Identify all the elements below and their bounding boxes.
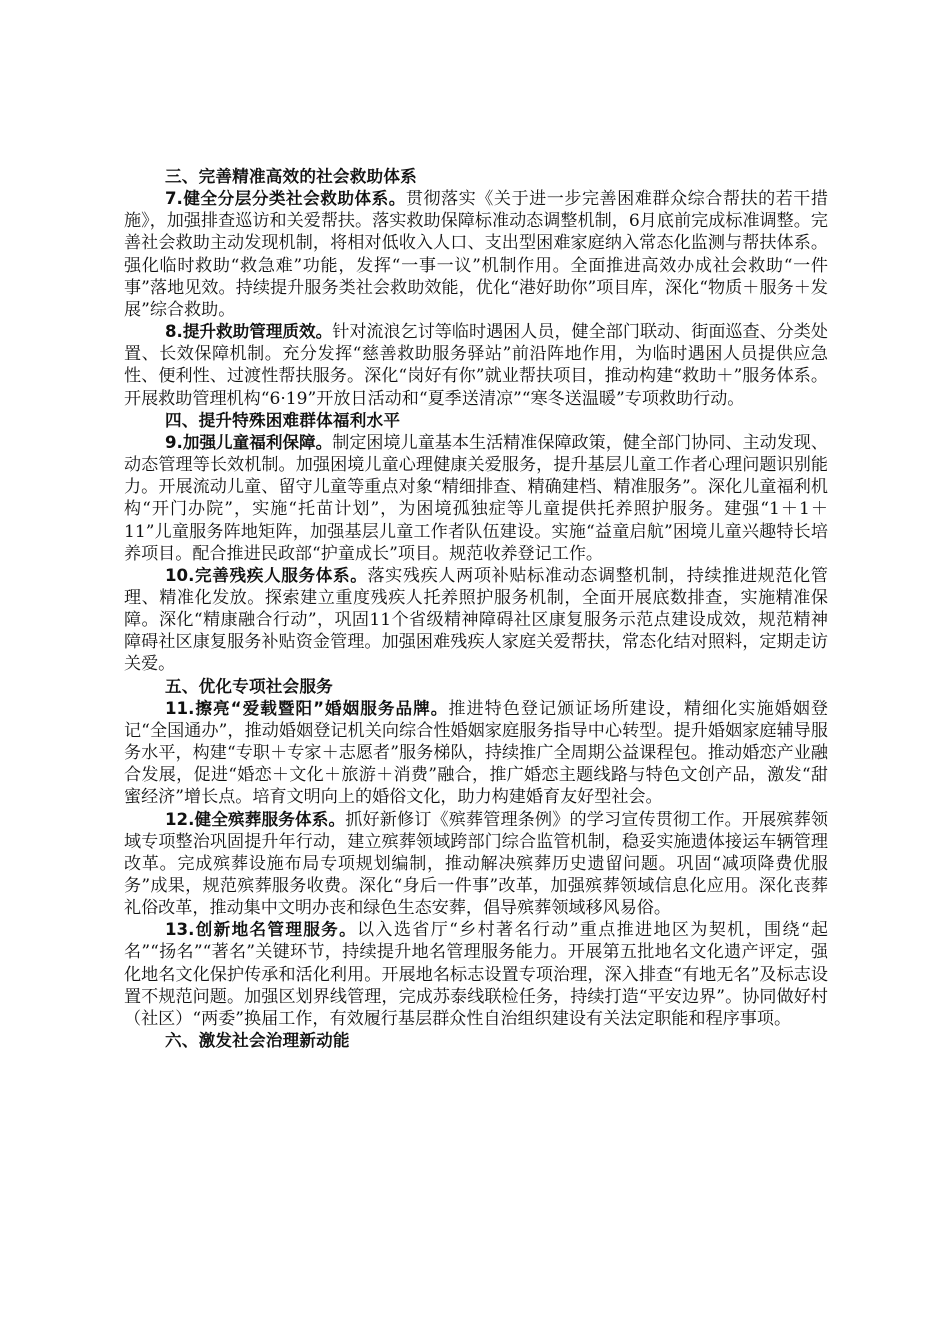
section-heading: 三、完善精准高效的社会救助体系 <box>165 167 417 186</box>
paragraph-item-12 <box>124 809 828 920</box>
item-lead: 7.健全分层分类社会救助体系。 <box>165 189 406 209</box>
paragraph-item-11 <box>124 698 828 809</box>
item-text: 以入选省厅“乡村著名行动”重点推进地区为契机，围绕“起名”“扬名”“著名”关键环节，持续提升地名管理服务能力。开展第五批地名文化遗产评定，强化地名文化保护传承和活化利用。开展地名标志设置专项治理，深入排查“有地无名”及标志设置不规范问题。加强区划界线管理，完成苏泰线联检任务，持续打造“平安边界”。协同做好村（社区）“两委”换届工作，有效履行基层群众性自治组织建设有关法定职能和程序事项。 <box>124 920 828 1029</box>
item-lead: 9.加强儿童福利保障。 <box>165 432 333 452</box>
item-text: 落实残疾人两项补贴标准动态调整机制，持续推进规范化管理、精准化发放。探索建立重度残疾人托养照护服务机制，全面开展底数排查，实施精准保障。深化“精康融合行动”，巩固11个省级精神障碍社区康复服务示范点建设成效，规范精神障碍社区康复服务补贴资金管理。加强困难残疾人家庭关爱帮扶，常态化结对照料，定期走访关爱。 <box>124 565 828 675</box>
item-lead: 11.擦亮“爱载暨阳”婚姻服务品牌。 <box>165 698 449 718</box>
item-lead: 13.创新地名管理服务。 <box>165 920 358 940</box>
item-text: 贯彻落实《关于进一步完善困难群众综合帮扶的若干措施》，加强排查巡访和关爱帮扶。落实救助保障标准动态调整机制，6月底前完成标准调整。完善社会救助主动发现机制，将相对低收入人口、支出型困难家庭纳入常态化监测与帮扶体系。强化临时救助“救急难”功能，发挥“一事一议”机制作用。全面推进高效办成社会救助“一件事”落地见效。持续提升服务类社会救助效能，优化“港好助你”项目库，深化“物质＋服务＋发展”综合救助。 <box>124 189 828 320</box>
section-heading: 五、优化专项社会服务 <box>165 676 333 696</box>
item-lead: 8.提升救助管理质效。 <box>165 322 333 342</box>
item-text: 针对流浪乞讨等临时遇困人员，健全部门联动、街面巡查、分类处置、长效保障机制。充分发挥“慈善救助服务驿站”前沿阵地作用，为临时遇困人员提供应急性、便利性、过渡性帮扶服务。深化“岗好有你”就业帮扶项目，推动构建“救助＋”服务体系。开展救助管理机构“6·19”开放日活动和“夏季送清凉”“寒冬送温暖”专项救助行动。 <box>124 322 828 409</box>
paragraph-item-10 <box>124 565 828 676</box>
paragraph-item-9 <box>124 432 828 565</box>
item-lead: 12.健全殡葬服务体系。 <box>165 809 346 829</box>
item-lead: 10.完善残疾人服务体系。 <box>165 565 368 585</box>
document-body <box>124 166 828 1052</box>
paragraph-item-13 <box>124 919 828 1030</box>
paragraph-item-8 <box>124 321 828 410</box>
section-heading: 六、激发社会治理新动能 <box>165 1031 350 1051</box>
item-text: 推进特色登记颁证场所建设，精细化实施婚姻登记“全国通办”，推动婚姻登记机关向综合性婚姻家庭服务指导中心转型。提升婚姻家庭辅导服务水平，构建“专职＋专家＋志愿者”服务梯队，持续推广全周期公益课程包。推动婚恋产业融合发展，促进“婚恋＋文化＋旅游＋消费”融合，推广婚恋主题线路与特色文创产品，激发“甜蜜经济”增长点。培育文明向上的婚俗文化，助力构建婚育友好型社会。 <box>124 698 828 808</box>
item-text: 抓好新修订《殡葬管理条例》的学习宣传贯彻工作。开展殡葬领域专项整治巩固提升年行动，建立殡葬领域跨部门综合监管机制，稳妥实施遗体接运车辆管理改革。完成殡葬设施布局专项规划编制，推动解决殡葬历史遗留问题。巩固“减项降费优服务”成果，规范殡葬服务收费。深化“身后一件事”改革，加强殡葬领域信息化应用。深化丧葬礼俗改革，推动集中文明办丧和绿色生态安葬，倡导殡葬领域移风易俗。 <box>124 809 828 919</box>
item-text: 制定困境儿童基本生活精准保障政策，健全部门协同、主动发现、动态管理等长效机制。加强困境儿童心理健康关爱服务，提升基层儿童工作者心理问题识别能力。开展流动儿童、留守儿童等重点对象“精细排查、精确建档、精准服务”。深化儿童福利机构“开门办院”，实施“托苗计划”，为困境孤独症等儿童提供托养照护服务。建强“1＋1＋11”儿童服务阵地矩阵，加强基层儿童工作者队伍建设。实施“益童启航”困境儿童兴趣特长培养项目。配合推进民政部“护童成长”项目。规范收养登记工作。 <box>124 432 828 564</box>
paragraph-item-7 <box>124 188 828 321</box>
section-heading: 四、提升特殊困难群体福利水平 <box>165 410 401 430</box>
